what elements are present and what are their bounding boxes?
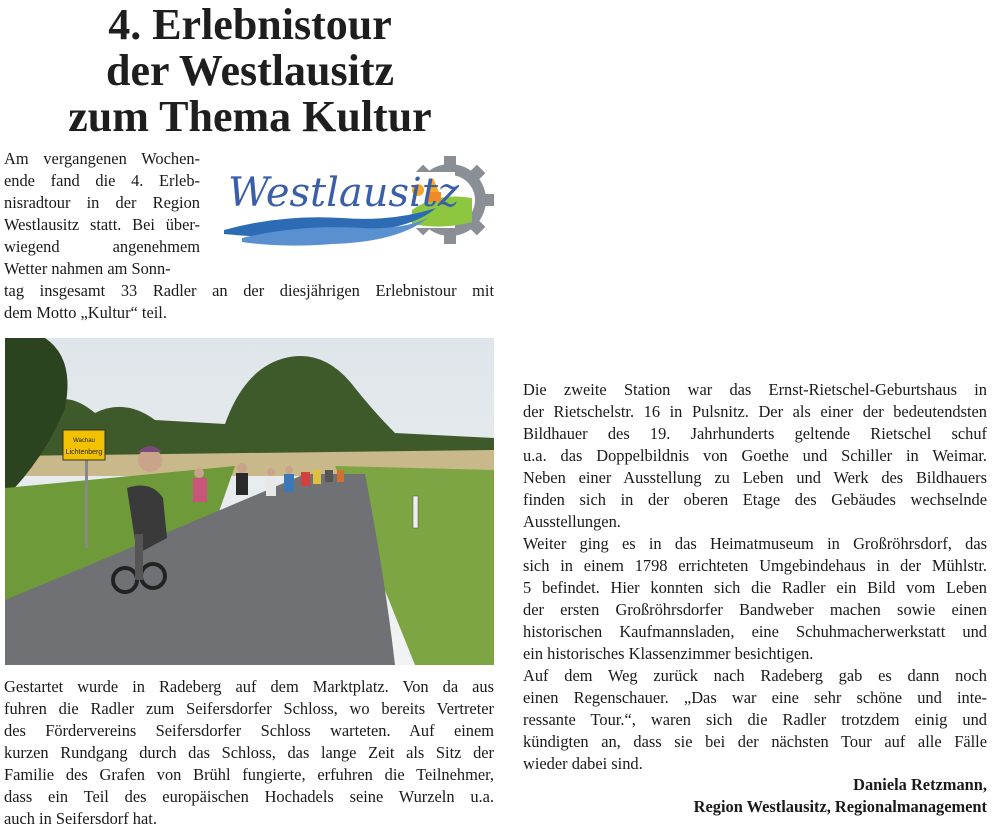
text-line: tag insgesamt 33 Radler an der diesjährigen Erlebnistour mit (4, 281, 494, 300)
article-title (0, 2, 500, 140)
text-line: Am vergangenen Wochen- (4, 149, 200, 168)
text-line: Bildhauer des 19. Jahrhunderts geltende Rietschel schuf (523, 424, 987, 443)
title-line-3: zum Thema Kultur (68, 92, 432, 141)
intro-wide-text (4, 280, 494, 324)
text-line: einen Regenschauer. „Das war eine sehr schöne und inte- (523, 688, 987, 707)
text-line: der Rietschelstr. 16 in Pulsnitz. Der als einer der bedeutendsten (523, 402, 987, 421)
text-line: des Fördervereins Seifersdorfer Schloss warteten. Auf einem (4, 721, 494, 740)
westlausitz-logo (222, 152, 498, 252)
text-line: Westlausitz statt. Bei über- (4, 215, 200, 234)
sign-line-2: Lichtenberg (65, 449, 103, 456)
text-line: kündigten an, dass sie bei der nächsten Tour auf alle Fälle (523, 732, 987, 751)
signature (694, 774, 987, 818)
intro-narrow-text (4, 148, 200, 280)
text-line: auch in Seifersdorf hat. (4, 809, 157, 828)
text-line: der ersten Großröhrsdorfer Bandweber machen sowie einen (523, 600, 987, 619)
text-line: 5 befindet. Hier konnten sich die Radler ein Bild vom Leben (523, 578, 987, 597)
column-left-text (4, 676, 494, 830)
text-line: Weiter ging es in das Heimatmuseum in Großröhrsdorf, das (523, 534, 987, 553)
text-line: wieder dabei sind. (523, 754, 643, 773)
logo-text: Westlausitz (228, 170, 459, 216)
column-right-text (523, 379, 987, 775)
signature-name: Daniela Retzmann, (853, 775, 987, 794)
text-line: Die zweite Station war das Ernst-Rietschel-Geburtshaus in (523, 380, 987, 399)
text-line: kurzen Rundgang durch das Schloss, das lange Zeit als Sitz der (4, 743, 494, 762)
text-line: finden sich in der oberen Etage des Gebäudes wechselnde (523, 490, 987, 509)
text-line: Wetter nahmen am Sonn- (4, 259, 171, 278)
text-line: Neben einer Ausstellung zu Leben und Werk des Bildhauers (523, 468, 987, 487)
text-line: ressante Tour.“, waren sich die Radler trotzdem einig und (523, 710, 987, 729)
text-line: fuhren die Radler zum Seifersdorfer Schloss, wo bereits Vertreter (4, 699, 494, 718)
text-line: ende fand die 4. Erleb- (4, 171, 200, 190)
text-line: wiegend angenehmem (4, 237, 200, 256)
title-line-2: der Westlausitz (105, 46, 395, 95)
text-line: ein historisches Klassenzimmer besichtigen. (523, 644, 814, 663)
text-line: Ausstellungen. (523, 512, 621, 531)
text-line: dass ein Teil des europäischen Hochadels seine Wurzeln u.a. (4, 787, 494, 806)
text-line: Familie des Grafen von Brühl fungierte, erfuhren die Teilnehmer, (4, 765, 494, 784)
text-line: sich in einem 1798 errichteten Umgebindehaus in der Mühlstr. (523, 556, 987, 575)
sign-line-1: Wachau (73, 438, 95, 444)
cyclists-photo (5, 338, 494, 665)
text-line: Gestartet wurde in Radeberg auf dem Marktplatz. Von da aus (4, 677, 494, 696)
text-line: historischen Kaufmannsladen, eine Schuhmacherwerkstatt und (523, 622, 987, 641)
title-line-1: 4. Erlebnistour (108, 0, 392, 49)
text-line: nisradtour in der Region (4, 193, 200, 212)
text-line: u.a. das Doppelbildnis von Goethe und Schiller in Weimar. (523, 446, 987, 465)
signature-org: Region Westlausitz, Regionalmanagement (693, 797, 987, 816)
text-line: Auf dem Weg zurück nach Radeberg gab es dann noch (523, 666, 987, 685)
text-line: dem Motto „Kultur“ teil. (4, 303, 167, 322)
